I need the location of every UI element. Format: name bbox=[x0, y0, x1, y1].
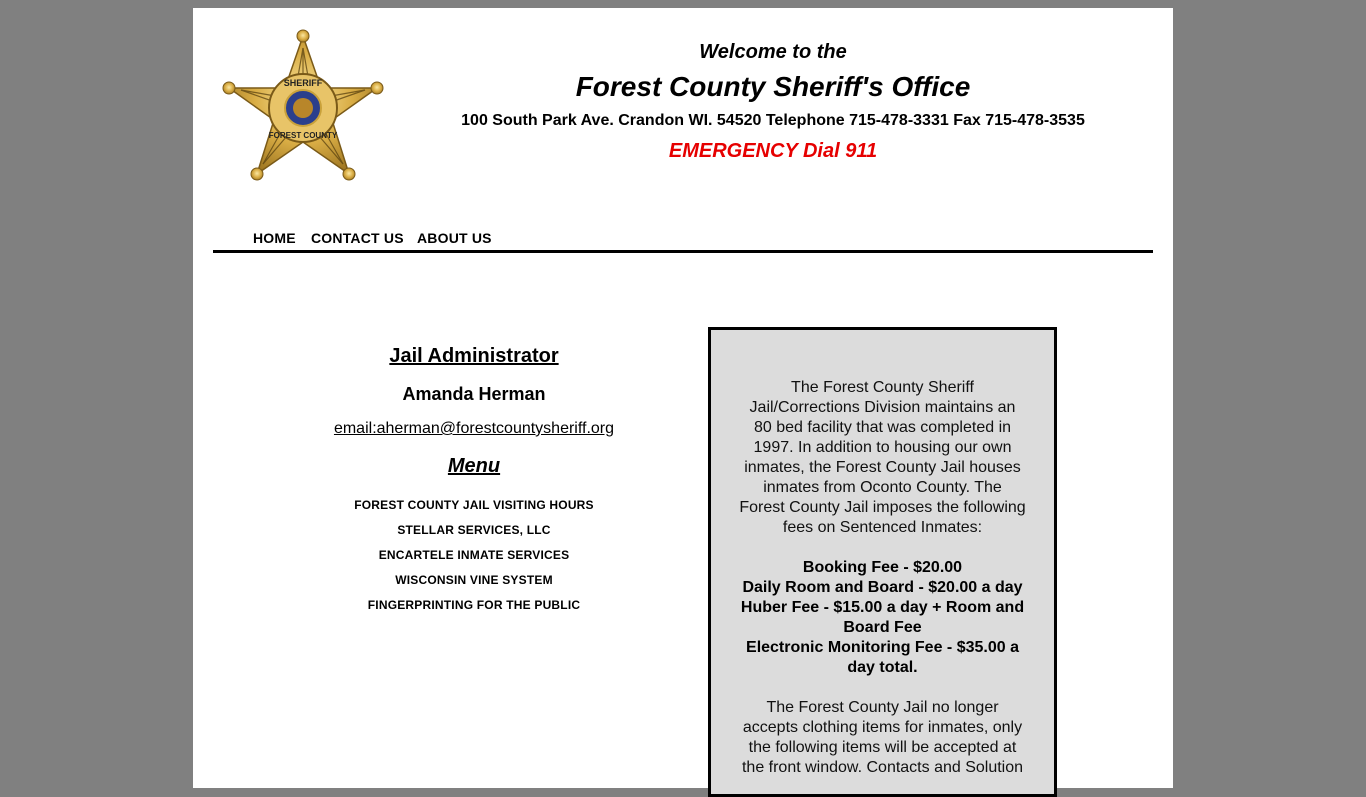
jail-admin-section bbox=[323, 343, 625, 618]
svg-text:SHERIFF: SHERIFF bbox=[283, 78, 323, 88]
welcome-text: Welcome to the bbox=[699, 41, 847, 63]
address-contact-line: 100 South Park Ave. Crandon WI. 54520 Telephone 715-478-3331 Fax 715-478-3535 bbox=[461, 112, 1085, 129]
menu-link-encartele[interactable]: ENCARTELE INMATE SERVICES bbox=[378, 548, 570, 562]
svg-text:FOREST COUNTY: FOREST COUNTY bbox=[268, 131, 338, 140]
menu-item bbox=[323, 518, 625, 543]
menu-link-visiting-hours[interactable]: FOREST COUNTY JAIL VISITING HOURS bbox=[354, 498, 594, 512]
jail-admin-heading: Jail Administrator bbox=[389, 345, 559, 367]
menu-link-fingerprinting[interactable]: FINGERPRINTING FOR THE PUBLIC bbox=[367, 598, 581, 612]
sheriff-badge-logo bbox=[221, 26, 385, 190]
jail-intro-text: The Forest County Sheriff Jail/Corrections Division maintains an 80 bed facility that was completed in 1997. In addition to housing our own inmates, the Forest County Jail houses inmates from Oconto County. The Forest County Jail imposes the following fees on Sentenced Inmates: bbox=[739, 379, 1026, 536]
clothing-policy-text: The Forest County Jail no longer accepts clothing items for inmates, only the following items will be accepted at the front window. Contacts and Solution bbox=[741, 699, 1024, 776]
menu-heading: Menu bbox=[447, 455, 501, 477]
menu-link-vine-system[interactable]: WISCONSIN VINE SYSTEM bbox=[395, 573, 553, 587]
fee-list bbox=[739, 558, 1026, 678]
menu-item bbox=[323, 568, 625, 593]
menu-item bbox=[323, 493, 625, 518]
fee-item: Huber Fee - $15.00 a day + Room and Board Fee bbox=[740, 599, 1025, 636]
fee-item: Daily Room and Board - $20.00 a day bbox=[742, 579, 1023, 596]
jail-menu bbox=[323, 493, 625, 618]
admin-email-link[interactable]: email:aherman@forestcountysheriff.org bbox=[333, 420, 615, 437]
nav-about-us[interactable]: ABOUT US bbox=[417, 230, 492, 246]
jail-info-box bbox=[708, 327, 1057, 797]
fee-item: Booking Fee - $20.00 bbox=[802, 559, 963, 576]
nav-contact-us[interactable]: CONTACT US bbox=[311, 230, 404, 246]
page-container bbox=[193, 8, 1173, 788]
emergency-notice: EMERGENCY Dial 911 bbox=[668, 140, 878, 162]
star-badge-icon bbox=[221, 26, 385, 190]
menu-item bbox=[323, 593, 625, 618]
menu-item bbox=[323, 543, 625, 568]
site-title: Forest County Sheriff's Office bbox=[575, 71, 971, 102]
nav-home[interactable]: HOME bbox=[253, 230, 296, 246]
admin-name: Amanda Herman bbox=[402, 384, 546, 404]
fee-item: Electronic Monitoring Fee - $35.00 a day total. bbox=[746, 639, 1019, 676]
site-header bbox=[423, 38, 1123, 164]
main-nav bbox=[213, 228, 1153, 253]
menu-link-stellar-services[interactable]: STELLAR SERVICES, LLC bbox=[397, 523, 551, 537]
